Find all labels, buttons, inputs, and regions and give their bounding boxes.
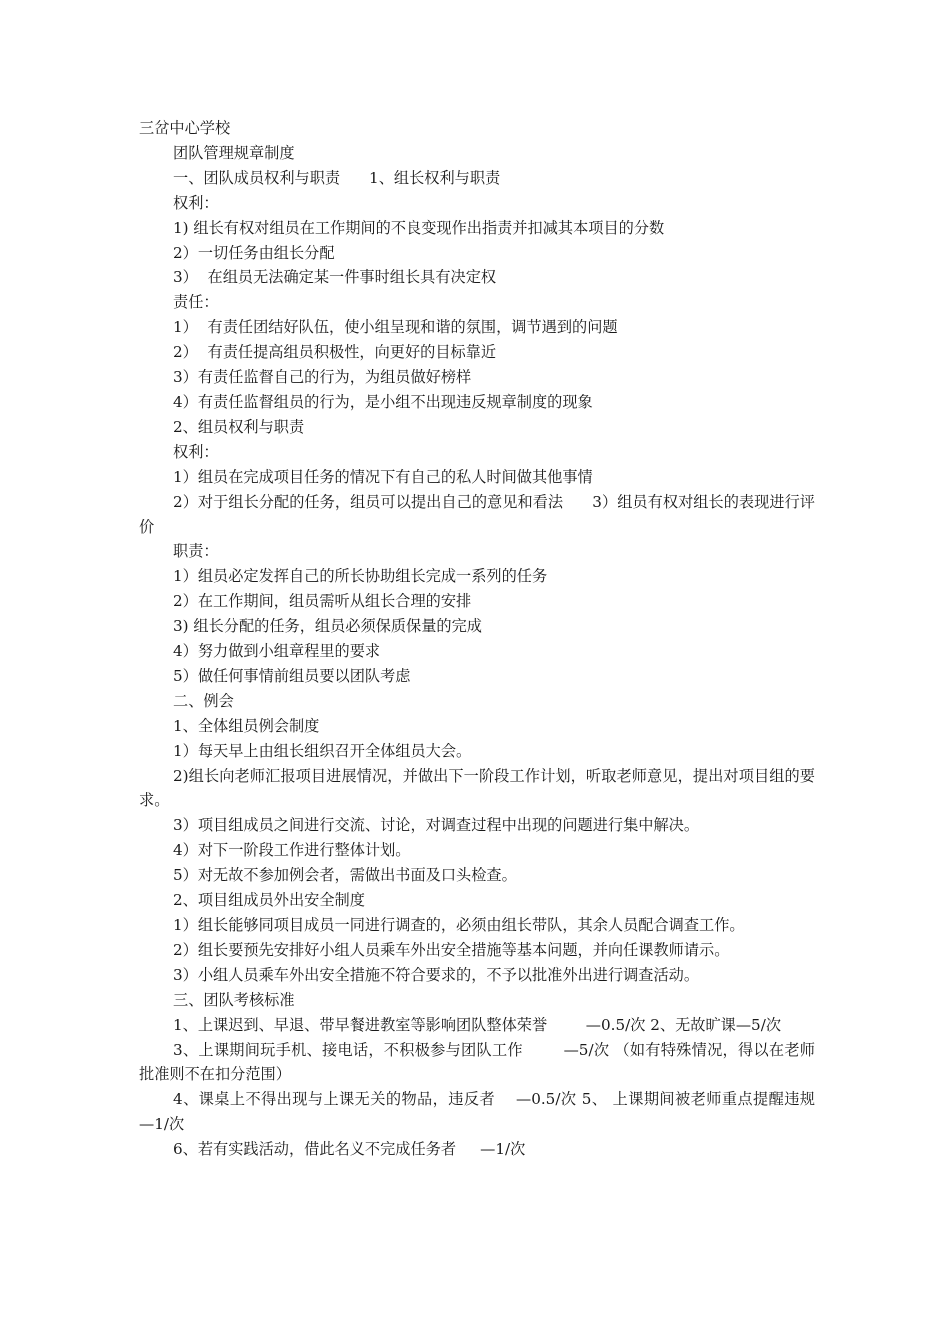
body-paragraph: 责任：: [173, 293, 219, 312]
body-paragraph: 3）项目组成员之间进行交流、讨论，对调查过程中出现的问题进行集中解决。: [173, 816, 700, 835]
body-paragraph: 3) 组长分配的任务，组员必须保质保量的完成: [173, 617, 482, 636]
body-paragraph: 4、课桌上不得出现与上课无关的物品，违反者 —0.5/次 5、 上课期间被老师重点提醒违规 —1/次: [139, 1090, 854, 1134]
body-paragraph: 5）做任何事情前组员要以团队考虑: [173, 666, 411, 685]
body-paragraph: 一、团队成员权利与职责 1、组长权利与职责: [173, 168, 501, 187]
body-paragraph: 2） 有责任提高组员积极性，向更好的目标靠近: [173, 343, 497, 362]
body-paragraph: 2）一切任务由组长分配: [173, 243, 335, 262]
body-paragraph: 二、例会: [173, 691, 234, 710]
body-paragraph: 1）每天早上由组长组织召开全体组员大会。: [173, 741, 472, 760]
body-paragraph: 三、团队考核标准: [173, 990, 295, 1009]
body-paragraph: 3）小组人员乘车外出安全措施不符合要求的，不予以批准外出进行调查活动。: [173, 965, 700, 984]
body-paragraph: 2）在工作期间，组员需听从组长合理的安排: [173, 592, 472, 611]
body-paragraph: 1） 有责任团结好队伍，使小组呈现和谐的氛围，调节遇到的问题: [173, 318, 618, 337]
body-paragraph: 职责：: [173, 542, 219, 561]
body-paragraph: 权利：: [173, 442, 219, 461]
document-page: [139, 116, 854, 1162]
body-paragraph: 权利：: [173, 193, 219, 212]
body-paragraph: 4）对下一阶段工作进行整体计划。: [173, 841, 411, 860]
body-paragraph: 1) 组长有权对组员在工作期间的不良变现作出指责并扣减其本项目的分数: [173, 218, 665, 237]
body-paragraph: 2、组员权利与职责: [173, 417, 305, 436]
document-body: [139, 166, 854, 1162]
body-paragraph: 1）组员在完成项目任务的情况下有自己的私人时间做其他事情: [173, 467, 593, 486]
body-paragraph: 1）组员必定发挥自己的所长协助组长完成一系列的任务: [173, 567, 548, 586]
body-paragraph: 2、项目组成员外出安全制度: [173, 891, 365, 910]
body-paragraph: 3）有责任监督自己的行为，为组员做好榜样: [173, 368, 472, 387]
body-paragraph: 5）对无故不参加例会者，需做出书面及口头检查。: [173, 866, 517, 885]
body-paragraph: 3） 在组员无法确定某一件事时组长具有决定权: [173, 268, 497, 287]
body-paragraph: 1、上课迟到、早退、带早餐进教室等影响团队整体荣誉 —0.5/次 2、无故旷课—5/次: [173, 1015, 782, 1034]
body-paragraph: 2）对于组长分配的任务，组员可以提出自己的意见和看法 3）组员有权对组长的表现进行评价: [139, 492, 815, 536]
body-paragraph: 4）努力做到小组章程里的要求: [173, 642, 381, 661]
body-paragraph: 4）有责任监督组员的行为，是小组不出现违反规章制度的现象: [173, 392, 593, 411]
document-title: 团队管理规章制度: [173, 143, 295, 162]
body-paragraph: 3、上课期间玩手机、接电话，不积极参与团队工作 —5/次 （如有特殊情况，得以在老师批准则不在扣分范围）: [139, 1040, 815, 1084]
school-name: 三岔中心学校: [139, 119, 231, 137]
body-paragraph: 2)组长向老师汇报项目进展情况，并做出下一阶段工作计划，听取老师意见，提出对项目组的要求。: [139, 766, 815, 810]
body-paragraph: 1、全体组员例会制度: [173, 716, 320, 735]
body-paragraph: 1）组长能够同项目成员一同进行调查的，必须由组长带队，其余人员配合调查工作。: [173, 916, 745, 934]
body-paragraph: 6、若有实践活动，借此名义不完成任务者 —1/次: [173, 1140, 526, 1159]
body-paragraph: 2）组长要预先安排好小组人员乘车外出安全措施等基本问题，并向任课教师请示。: [173, 940, 730, 959]
